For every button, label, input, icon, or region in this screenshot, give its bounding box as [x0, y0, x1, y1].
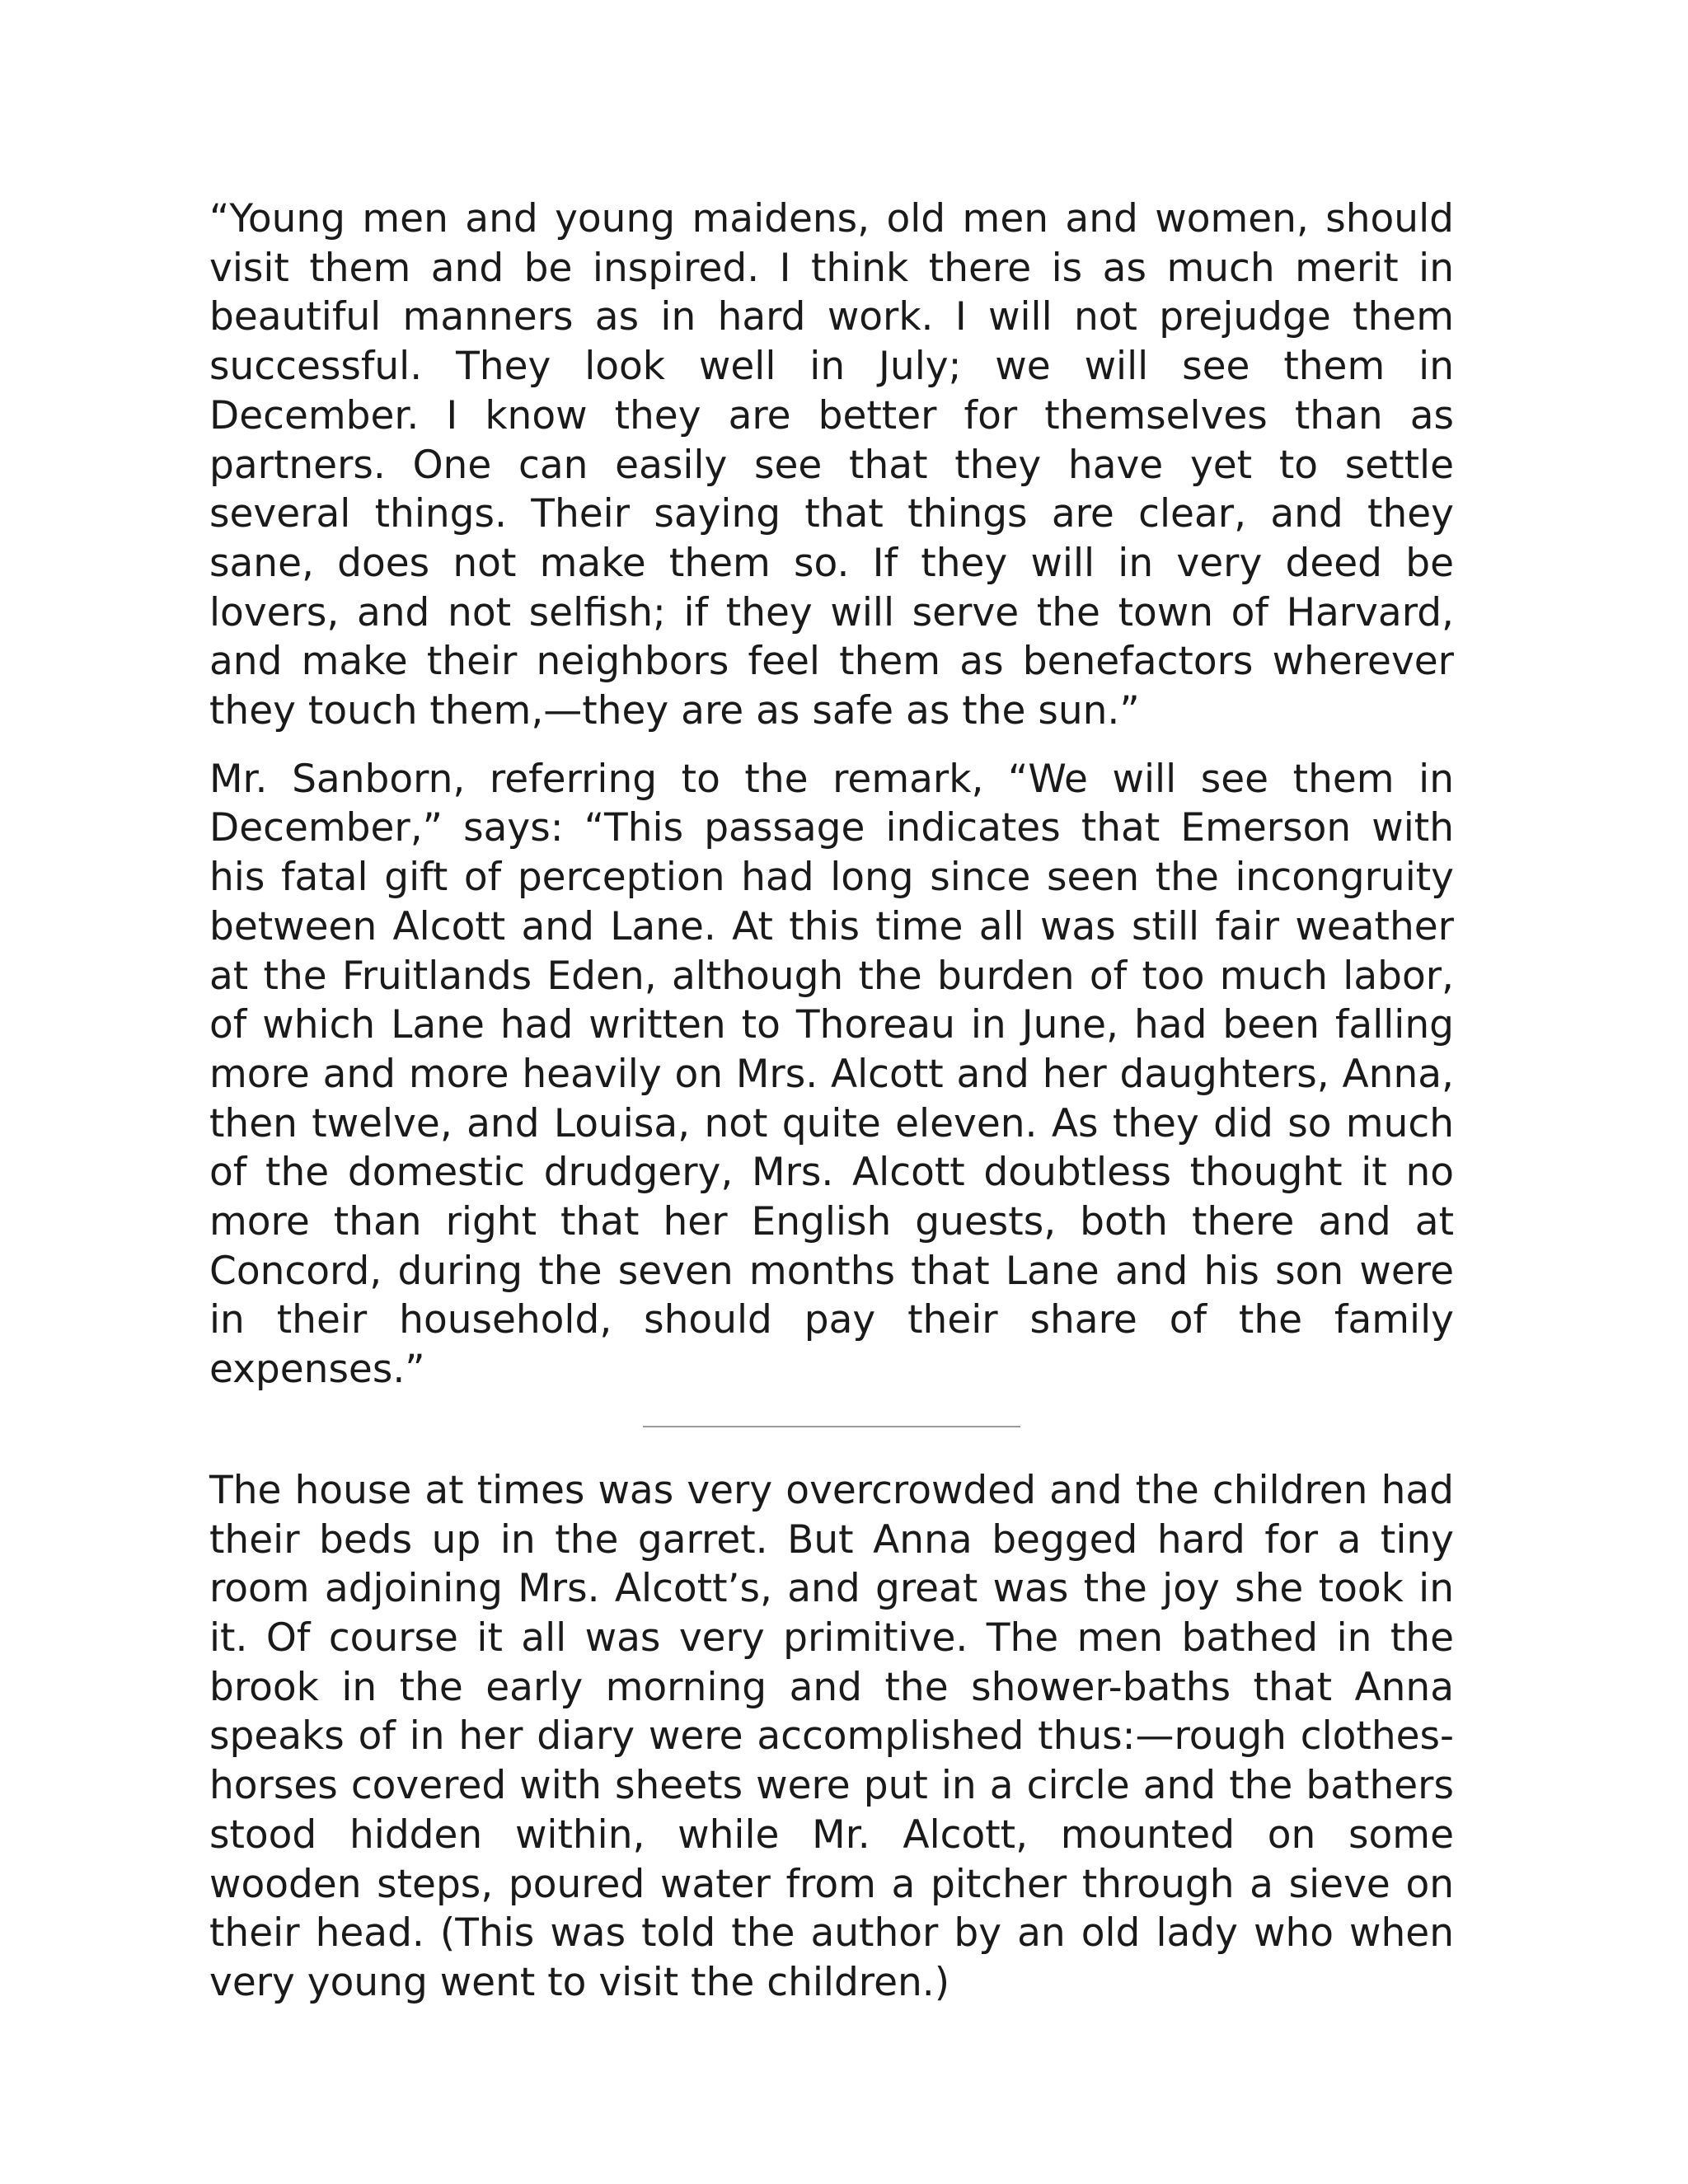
document-page: [209, 194, 1454, 2027]
sanborn-paragraph: Mr. Sanborn, referring to the remark, “We will see them in December,” says: “This passage indicates that Emerson with his fatal gift of perception had long since seen the incongruity between Alcott and Lane. At this time all was still fair weather at the Fruitlands Eden, although the burden of too much labor, of which Lane had written to Thoreau in June, had been falling more and more heavily on Mrs. Alcott and her daughters, Anna, then twelve, and Louisa, not quite eleven. As they did so much of the domestic drudgery, Mrs. Alcott doubtless thought it no more than right that her English guests, both there and at Concord, during the seven months that Lane and his son were in their household, should pay their share of the family expenses.”: [209, 756, 1454, 1393]
section-divider: [643, 1426, 1020, 1427]
house-paragraph: The house at times was very overcrowded and the children had their beds up in the garret. But Anna begged hard for a tiny room adjoining Mrs. Alcott’s, and great was the joy she took in it. Of course it all was very primitive. The men bathed in the brook in the early morning and the shower-baths that Anna speaks of in her diary were accomplished thus:—rough clothes-horses covered with sheets were put in a circle and the bathers stood hidden within, while Mr. Alcott, mounted on some wooden steps, poured water from a pitcher through a sieve on their head. (This was told the author by an old lady who when very young went to visit the children.): [209, 1467, 1454, 2005]
quote-paragraph: “Young men and young maidens, old men and women, should visit them and be inspired. I think there is as much merit in beautiful manners as in hard work. I will not prejudge them successful. They look well in July; we will see them in December. I know they are better for themselves than as partners. One can easily see that they have yet to settle several things. Their saying that things are clear, and they sane, does not make them so. If they will in very deed be lovers, and not selfish; if they will serve the town of Harvard, and make their neighbors feel them as benefactors wherever they touch them,—they are as safe as the sun.”: [209, 196, 1454, 734]
